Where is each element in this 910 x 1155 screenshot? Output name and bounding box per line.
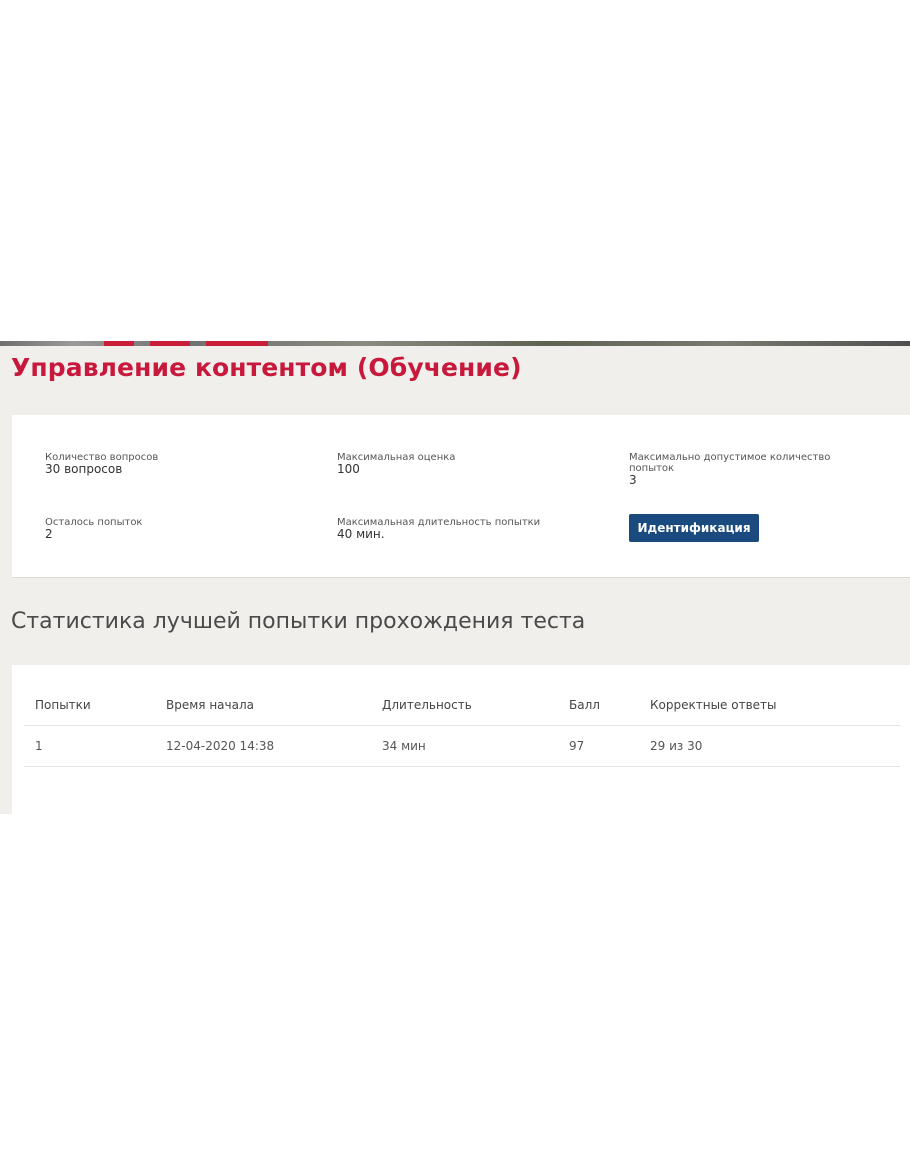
- banner-red-accent: [104, 341, 134, 346]
- cell-correct-answers: 29 из 30: [639, 726, 900, 767]
- max-duration-value: 40 мин.: [337, 527, 385, 541]
- max-score-field: [337, 452, 597, 476]
- header-banner-image: [0, 341, 910, 346]
- max-score-value: 100: [337, 462, 360, 476]
- table-row: [24, 726, 900, 767]
- column-header-correct-answers: Корректные ответы: [639, 685, 900, 726]
- screenshot-area: [0, 341, 910, 814]
- test-info-card: [12, 415, 910, 578]
- questions-count-value: 30 вопросов: [45, 462, 123, 476]
- banner-red-accent: [150, 341, 190, 346]
- column-header-duration: Длительность: [371, 685, 558, 726]
- attempts-left-value: 2: [45, 527, 53, 541]
- column-header-start-time: Время начала: [155, 685, 371, 726]
- banner-red-accent: [206, 341, 268, 346]
- cell-attempt: 1: [24, 726, 155, 767]
- identification-button[interactable]: Идентификация: [629, 514, 759, 542]
- max-score-label: Максимальная оценка: [337, 452, 456, 463]
- attempts-left-label: Осталось попыток: [45, 517, 143, 528]
- cell-start-time: 12-04-2020 14:38: [155, 726, 371, 767]
- stats-section-title: Статистика лучшей попытки прохождения теста: [11, 609, 586, 634]
- max-duration-field: [337, 517, 597, 541]
- questions-count-field: [45, 452, 305, 476]
- questions-count-label: Количество вопросов: [45, 452, 159, 463]
- column-header-attempts: Попытки: [24, 685, 155, 726]
- max-attempts-value: 3: [629, 473, 637, 487]
- stats-table: [24, 685, 900, 767]
- max-duration-label: Максимальная длительность попытки: [337, 517, 541, 528]
- column-header-score: Балл: [558, 685, 639, 726]
- attempts-left-field: [45, 517, 305, 541]
- max-attempts-label: Максимально допустимое количество попыток: [629, 452, 831, 474]
- cell-score: 97: [558, 726, 639, 767]
- page-title: Управление контентом (Обучение): [11, 353, 522, 382]
- stats-card: [12, 665, 910, 814]
- table-header-row: [24, 685, 900, 726]
- cell-duration: 34 мин: [371, 726, 558, 767]
- max-attempts-field: [629, 452, 849, 487]
